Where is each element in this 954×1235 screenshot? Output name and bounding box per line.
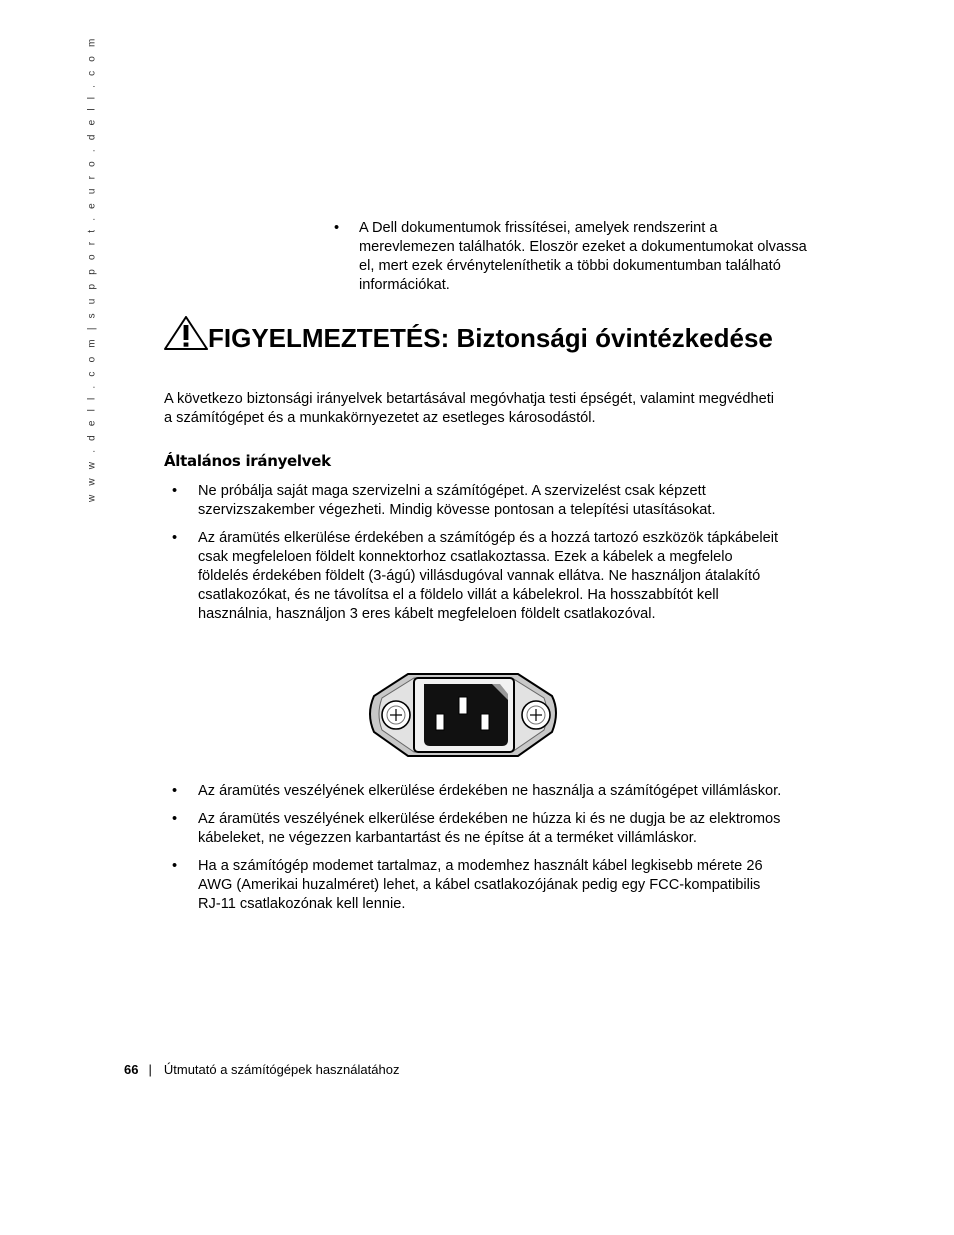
list-item [172, 810, 782, 848]
page-footer [124, 1062, 399, 1078]
heading-text: FIGYELMEZTETÉS: Biztonsági óvintézkedése [208, 323, 773, 353]
section-subheading: Általános irányelvek [164, 452, 331, 470]
guidelines-list [172, 782, 782, 923]
page-heading [164, 316, 784, 353]
list-item [334, 219, 814, 295]
list-item [172, 529, 782, 624]
warning-icon [164, 316, 208, 350]
bullet: • [334, 220, 340, 236]
list-item-text: Az áramütés veszélyének elkerülése érdekében ne használja a számítógépet villámláskor. [198, 783, 782, 799]
list-item-text: Ha a számítógép modemet tartalmaz, a modemhez használt kábel legkisebb mérete 26 AWG (Amerikai huzalméret) lehet, a kábel csatlakozójának pedig egy FCC-kompatibilis RJ-11 csatlakozónak kell lennie. [198, 858, 763, 912]
power-connector-illustration [366, 670, 560, 760]
guidelines-list [172, 482, 782, 633]
list-item-text: Az áramütés veszélyének elkerülése érdekében ne húzza ki és ne dugja be az elektromos kábeleket, ne végezzen karbantartást és ne építse át a terméket villámláskor. [198, 811, 781, 846]
list-item-text: Ne próbálja saját maga szervizelni a számítógépet. A szervizelést csak képzett szervizszakember végezheti. Mindig kövesse pontosan a telepítési utasításokat. [198, 483, 716, 518]
footer-title: Útmutató a számítógépek használatához [163, 1062, 400, 1077]
list-item [172, 857, 782, 914]
bullet: • [172, 483, 178, 499]
page-number: 66 [124, 1062, 139, 1077]
side-url: w w w . d e l l . c o m | s u p p o r t . e u r o . d e l l . c o m [86, 35, 98, 502]
top-bullet-list [334, 219, 814, 295]
list-item-text: A Dell dokumentumok frissítései, amelyek rendszerint a merevlemezen találhatók. Eloször ezeket a dokumentumokat olvassa el, mert ezek érvényteleníthetik a többi dokumentumban található információkat. [359, 220, 807, 293]
bullet: • [172, 783, 178, 799]
list-item [172, 782, 782, 801]
list-item-text: Az áramütés elkerülése érdekében a számítógép és a hozzá tartozó eszközök tápkábeleit csak megfeleloen földelt konnektorhoz csatlakoztassa. Ezek a kábelek a megfelelo földelés érdekében földelt (3-ágú) villásdugóval vannak ellátva. Ne használjon átalakító csatlakozókat, és ne távolítsa el a földelo villát a kábelekrol. Ha hosszabbítót kell használnia, használjon 3 eres kábelt megfeleloen földelt csatlakozóval. [198, 530, 779, 622]
list-item [172, 482, 782, 520]
intro-paragraph: A következo biztonsági irányelvek betartásával megóvhatja testi épségét, valamint megvédheti a számítógépet és a munkakörnyezetet az esetleges károsodástól. [164, 391, 775, 426]
footer-separator: | [148, 1062, 152, 1077]
bullet: • [172, 530, 178, 546]
bullet: • [172, 811, 178, 827]
bullet: • [172, 858, 178, 874]
